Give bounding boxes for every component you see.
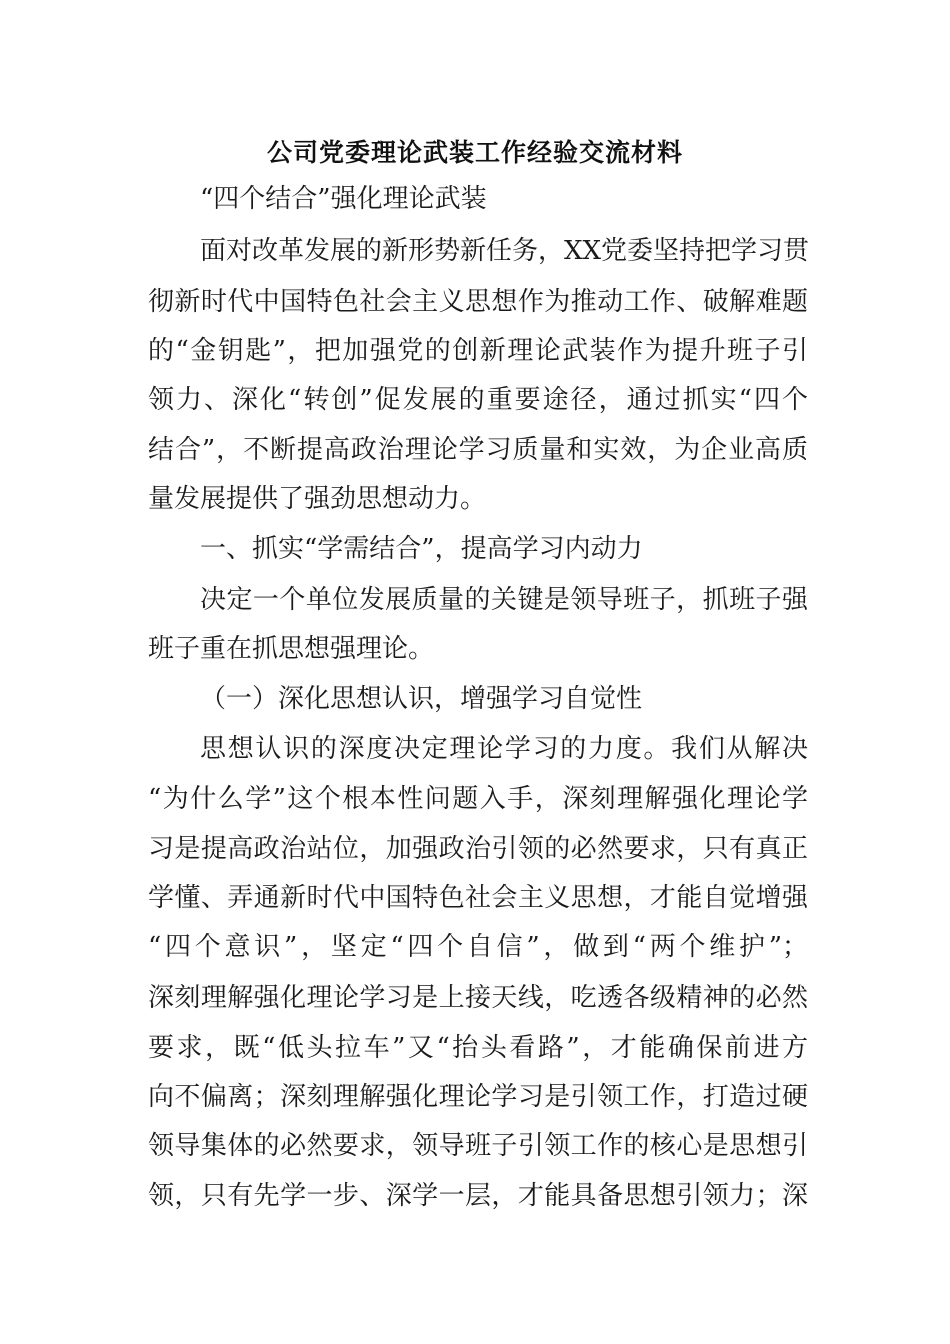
paragraph-line: 的“金钥匙”，把加强党的创新理论武装作为提升班子引: [148, 336, 808, 366]
paragraph-line: 决定一个单位发展质量的关键是领导班子，抓班子强: [200, 585, 808, 615]
paragraph-line: 结合”，不断提高政治理论学习质量和实效，为企业高质: [148, 435, 808, 465]
paragraph-line: 向不偏离；深刻理解强化理论学习是引领工作，打造过硬: [148, 1082, 808, 1112]
paragraph-line: 量发展提供了强劲思想动力。: [148, 484, 487, 514]
paragraph-line: 思想认识的深度决定理论学习的力度。我们从解决: [200, 734, 808, 764]
paragraph-line: “为什么学”这个根本性问题入手，深刻理解强化理论学: [148, 784, 808, 814]
paragraph-line: 面对改革发展的新形势新任务，XX党委坚持把学习贯: [200, 236, 810, 266]
paragraph-line: “四个意识”，坚定“四个自信”，做到“两个维护”；: [148, 932, 808, 962]
subsection-heading: （一）深化思想认识，增强学习自觉性: [200, 684, 643, 714]
paragraph-line: 习是提高政治站位，加强政治引领的必然要求，只有真正: [148, 834, 808, 864]
paragraph-line: 要求，既“低头拉车”又“抬头看路”，才能确保前进方: [148, 1033, 808, 1063]
paragraph-line: 彻新时代中国特色社会主义思想作为推动工作、破解难题: [148, 287, 808, 317]
subtitle-line: “四个结合”强化理论武装: [200, 184, 487, 214]
paragraph-line: 领，只有先学一步、深学一层，才能具备思想引领力；深: [148, 1181, 808, 1211]
document-title: 公司党委理论武装工作经验交流材料: [266, 138, 683, 167]
section-heading: 一、抓实“学需结合”，提高学习内动力: [200, 534, 643, 564]
paragraph-line: 班子重在抓思想强理论。: [148, 634, 435, 664]
paragraph-line: 领力、深化“转创”促发展的重要途径，通过抓实“四个: [148, 385, 808, 415]
paragraph-line: 学懂、弄通新时代中国特色社会主义思想，才能自觉增强: [148, 883, 808, 913]
paragraph-line: 领导集体的必然要求，领导班子引领工作的核心是思想引: [148, 1131, 808, 1161]
paragraph-line: 深刻理解强化理论学习是上接天线，吃透各级精神的必然: [148, 983, 808, 1013]
